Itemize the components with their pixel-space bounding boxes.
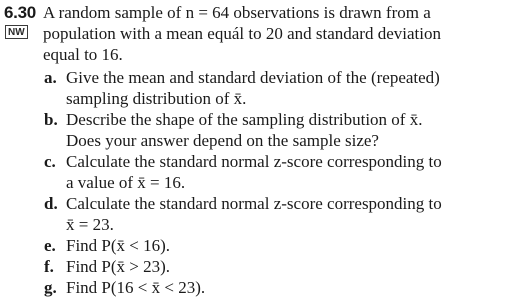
stem-line: population with a mean equál to 20 and standard deviation [43,24,441,43]
problem-stem [43,2,501,65]
part-f [44,256,501,277]
part-label: a. [44,68,57,87]
part-line: Calculate the standard normal z-score corresponding to [66,152,442,171]
part-line: a value of x̄ = 16. [66,173,186,192]
part-line: Find P(x̄ > 23). [66,257,171,276]
part-line: Find P(x̄ < 16). [66,236,171,255]
part-e [44,235,501,256]
part-line: x̄ = 23. [66,215,114,234]
part-line: Does your answer depend on the sample size? [66,131,379,150]
part-a [44,67,501,109]
part-b [44,109,501,151]
part-d [44,193,501,235]
stem-line: equal to 16. [43,45,123,64]
part-g [44,277,501,298]
problem-number: 6.30 [4,3,36,22]
part-label: c. [44,152,56,171]
part-label: d. [44,194,58,213]
nw-badge: NW [5,25,28,39]
stem-line: A random sample of n = 64 observations is drawn from a [43,3,431,22]
part-c [44,151,501,193]
part-line: Describe the shape of the sampling distribution of x̄. [66,110,423,129]
part-label: f. [44,257,54,276]
part-label: e. [44,236,56,255]
part-line: Give the mean and standard deviation of the (repeated) [66,68,440,87]
part-label: b. [44,110,58,129]
problem-parts [44,67,501,298]
part-line: Find P(16 < x̄ < 23). [66,278,206,297]
part-line: Calculate the standard normal z-score corresponding to [66,194,442,213]
part-label: g. [44,278,57,297]
part-line: sampling distribution of x̄. [66,89,247,108]
